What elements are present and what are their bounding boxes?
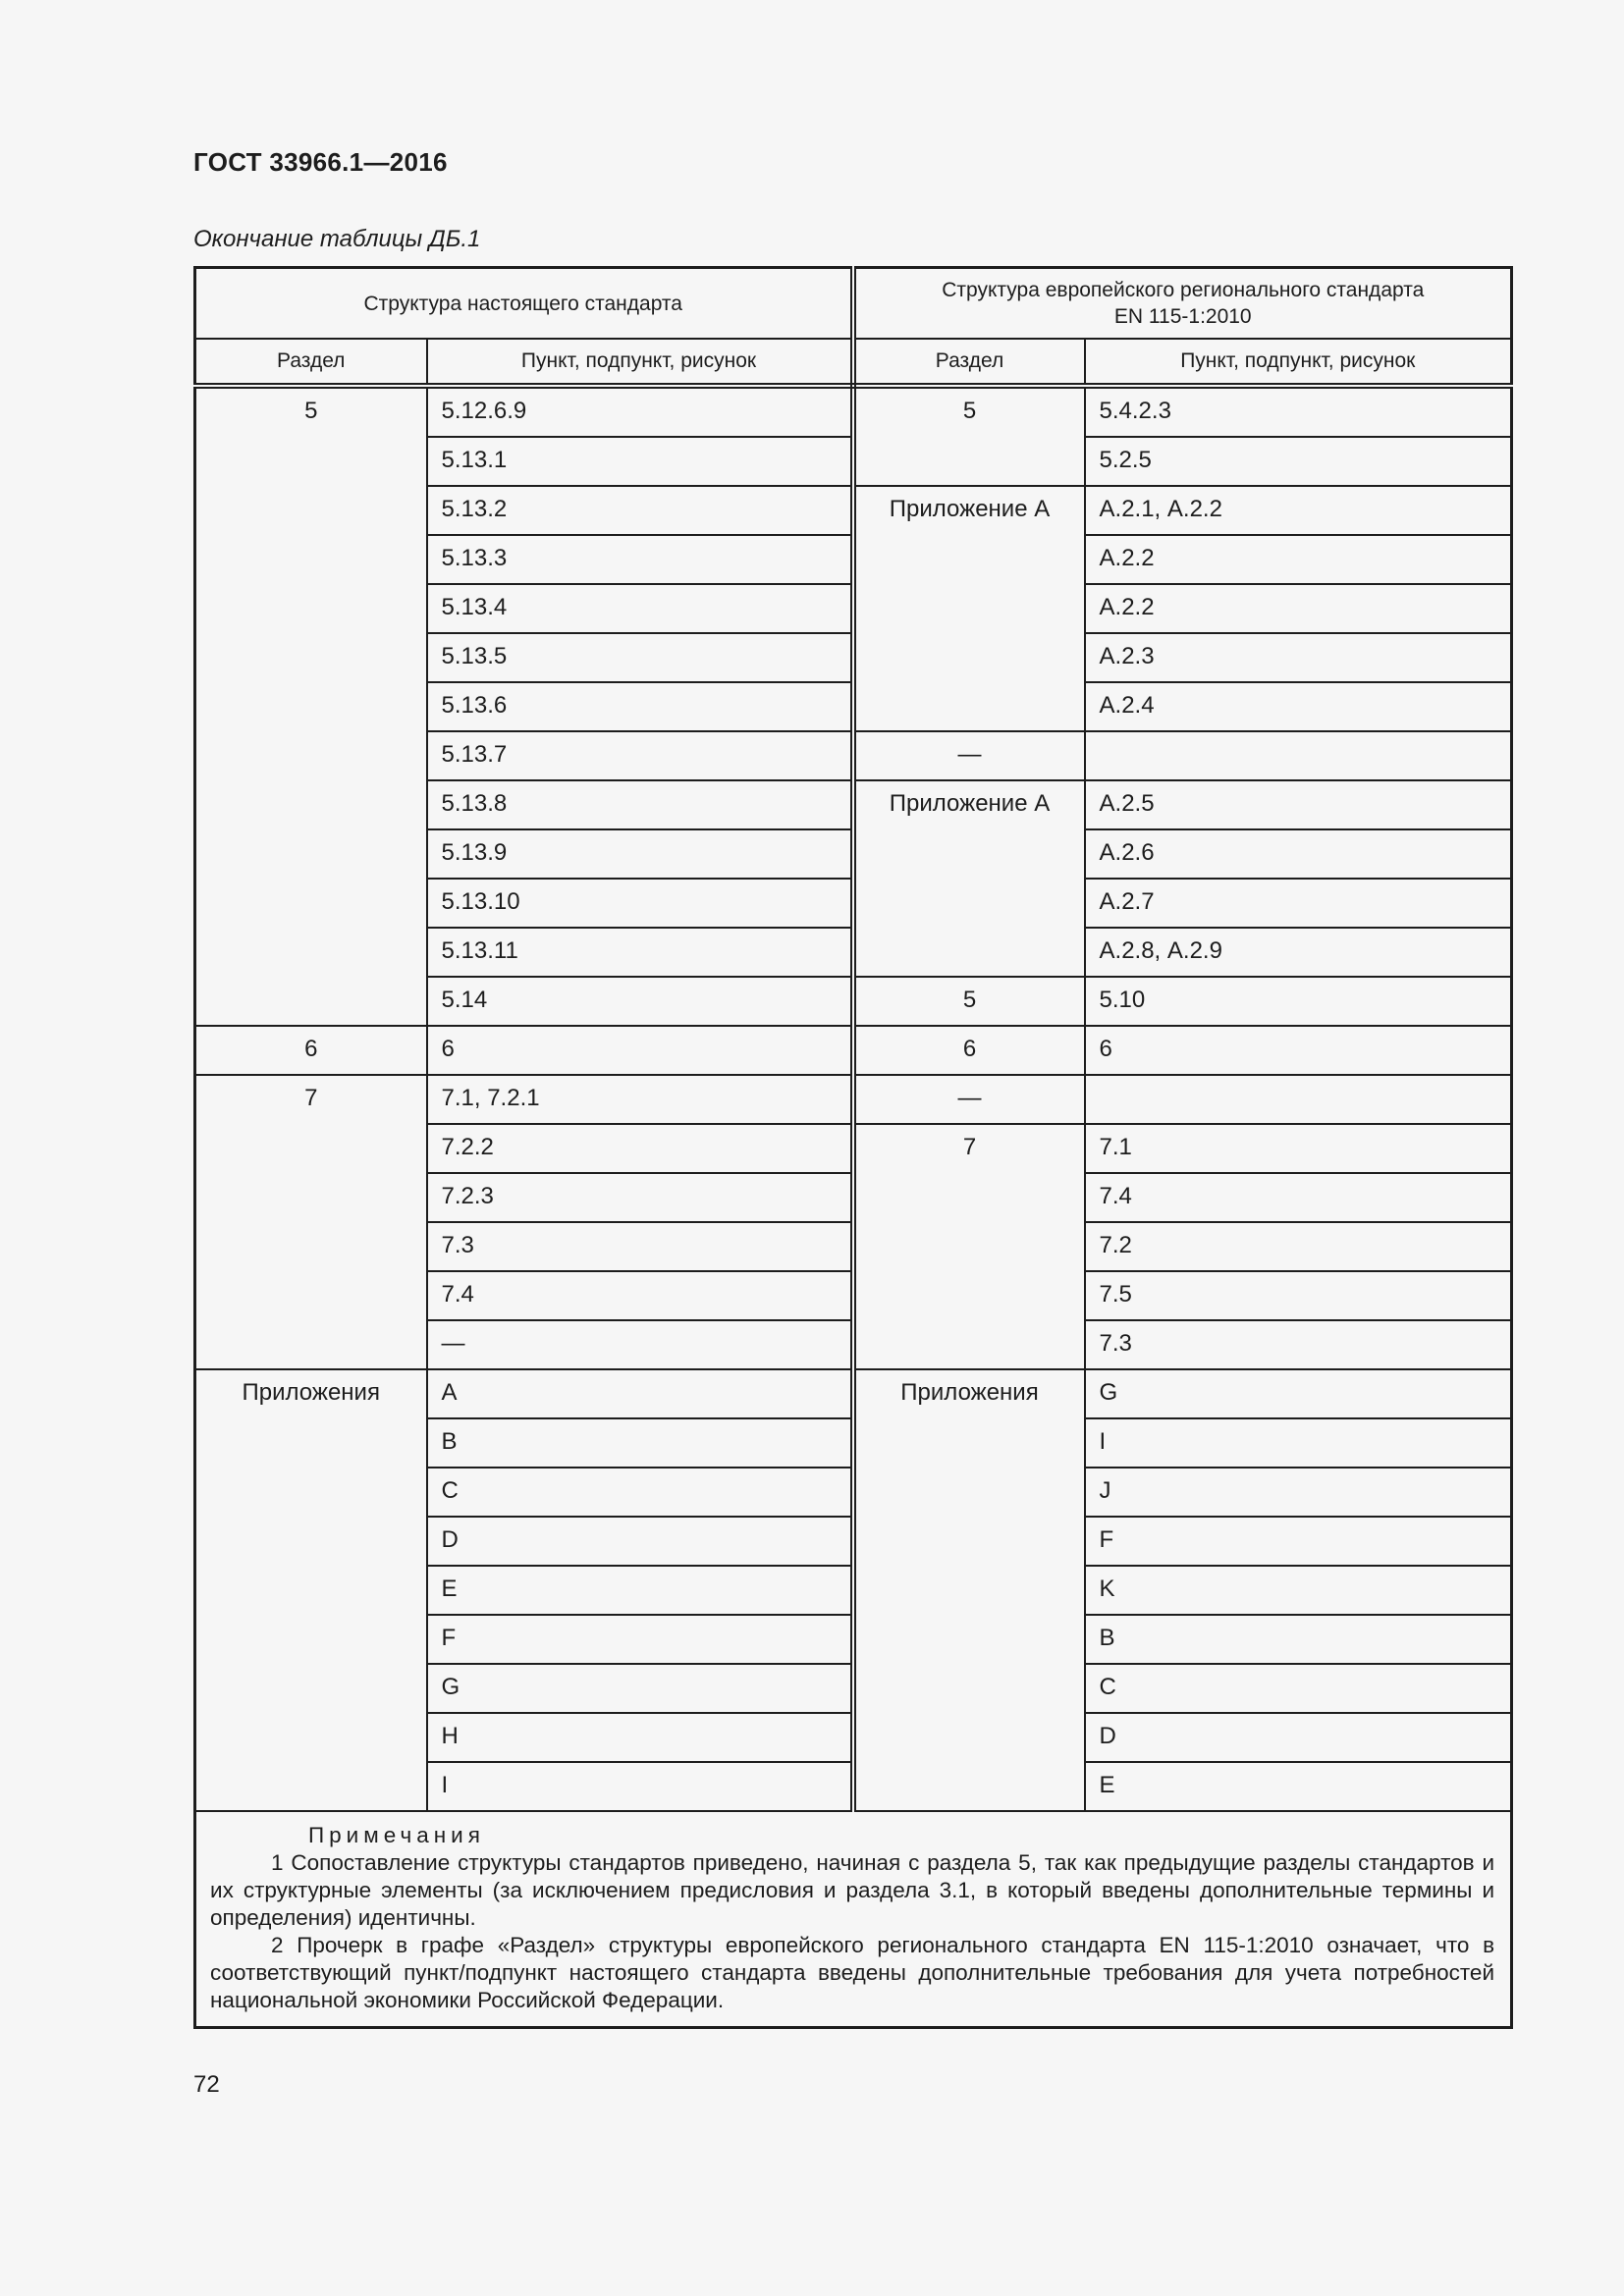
notes-cell xyxy=(195,1811,1512,2028)
left-item-cell: 5.13.9 xyxy=(427,829,853,879)
left-item-cell: E xyxy=(427,1566,853,1615)
left-item-cell: 5.13.8 xyxy=(427,780,853,829)
right-item-cell: А.2.8, А.2.9 xyxy=(1085,928,1512,977)
right-item-cell: 5.4.2.3 xyxy=(1085,386,1512,437)
right-item-cell: E xyxy=(1085,1762,1512,1811)
left-item-cell: 5.13.5 xyxy=(427,633,853,682)
left-item-cell: 5.14 xyxy=(427,977,853,1026)
table-row xyxy=(195,1026,1512,1075)
right-item-cell: А.2.2 xyxy=(1085,584,1512,633)
right-item-cell: А.2.5 xyxy=(1085,780,1512,829)
right-item-cell: C xyxy=(1085,1664,1512,1713)
right-item-cell: 6 xyxy=(1085,1026,1512,1075)
group-header-right-line1: Структура европейского регионального стандарта xyxy=(942,279,1425,301)
right-item-cell: K xyxy=(1085,1566,1512,1615)
right-item-cell: 7.5 xyxy=(1085,1271,1512,1320)
right-item-cell: J xyxy=(1085,1468,1512,1517)
left-item-cell: H xyxy=(427,1713,853,1762)
right-item-cell: I xyxy=(1085,1418,1512,1468)
right-section-cell: 7 xyxy=(853,1124,1085,1369)
right-section-cell: 5 xyxy=(853,386,1085,486)
comparison-table xyxy=(193,266,1513,2029)
left-item-cell: A xyxy=(427,1369,853,1418)
right-item-cell xyxy=(1085,1075,1512,1124)
notes-row xyxy=(195,1811,1512,2028)
left-item-cell: B xyxy=(427,1418,853,1468)
right-item-cell: B xyxy=(1085,1615,1512,1664)
right-item-cell: 5.2.5 xyxy=(1085,437,1512,486)
left-item-cell: 5.13.4 xyxy=(427,584,853,633)
right-section-cell: — xyxy=(853,1075,1085,1124)
left-item-cell: C xyxy=(427,1468,853,1517)
right-item-cell: 7.4 xyxy=(1085,1173,1512,1222)
left-item-cell: D xyxy=(427,1517,853,1566)
table-caption: Окончание таблицы ДБ.1 xyxy=(193,226,481,252)
column-header-section-right: Раздел xyxy=(853,339,1085,386)
left-item-cell: 5.13.6 xyxy=(427,682,853,731)
left-section-cell: Приложения xyxy=(195,1369,427,1811)
right-item-cell xyxy=(1085,731,1512,780)
left-item-cell: I xyxy=(427,1762,853,1811)
right-item-cell: G xyxy=(1085,1369,1512,1418)
right-section-cell: Приложение А xyxy=(853,780,1085,977)
right-item-cell: 7.1 xyxy=(1085,1124,1512,1173)
right-item-cell: D xyxy=(1085,1713,1512,1762)
left-item-cell: 7.1, 7.2.1 xyxy=(427,1075,853,1124)
left-item-cell: 5.12.6.9 xyxy=(427,386,853,437)
left-section-cell: 5 xyxy=(195,386,427,1026)
right-item-cell: 5.10 xyxy=(1085,977,1512,1026)
group-header-left: Структура настоящего стандарта xyxy=(195,268,853,340)
document-code: ГОСТ 33966.1—2016 xyxy=(193,147,448,177)
right-item-cell: 7.2 xyxy=(1085,1222,1512,1271)
left-item-cell: 7.3 xyxy=(427,1222,853,1271)
left-section-cell: 6 xyxy=(195,1026,427,1075)
note-1: 1 Сопоставление структуры стандартов приведено, начиная с раздела 5, так как предыдущие разделы стандартов и их структурные элементы (за исключением предисловия и раздела 3.1, в который введены дополнительные термины и определения) идентичны. xyxy=(210,1850,1495,1930)
column-header-row xyxy=(195,339,1512,386)
group-header-row xyxy=(195,268,1512,340)
left-item-cell: 5.13.10 xyxy=(427,879,853,928)
right-item-cell: А.2.3 xyxy=(1085,633,1512,682)
group-header-right xyxy=(853,268,1512,340)
left-item-cell: G xyxy=(427,1664,853,1713)
right-section-cell: Приложения xyxy=(853,1369,1085,1811)
left-item-cell: — xyxy=(427,1320,853,1369)
column-header-item-right: Пункт, подпункт, рисунок xyxy=(1085,339,1512,386)
left-item-cell: 6 xyxy=(427,1026,853,1075)
left-item-cell: 7.2.2 xyxy=(427,1124,853,1173)
left-section-cell: 7 xyxy=(195,1075,427,1369)
left-item-cell: 5.13.2 xyxy=(427,486,853,535)
page-number: 72 xyxy=(193,2071,220,2098)
table-row xyxy=(195,1075,1512,1124)
right-section-cell: 5 xyxy=(853,977,1085,1026)
left-item-cell: 7.2.3 xyxy=(427,1173,853,1222)
notes-title: Примечания xyxy=(308,1823,485,1847)
column-header-item-left: Пункт, подпункт, рисунок xyxy=(427,339,853,386)
left-item-cell: 5.13.7 xyxy=(427,731,853,780)
table-row xyxy=(195,1369,1512,1418)
right-item-cell: F xyxy=(1085,1517,1512,1566)
note-2: 2 Прочерк в графе «Раздел» структуры европейского регионального стандарта EN 115-1:2010 означает, что в соответствующий пункт/подпункт настоящего стандарта введены дополнительные требования для учета потребностей национальной экономики Российской Федерации. xyxy=(210,1933,1495,2012)
right-item-cell: 7.3 xyxy=(1085,1320,1512,1369)
right-section-cell: 6 xyxy=(853,1026,1085,1075)
right-item-cell: А.2.6 xyxy=(1085,829,1512,879)
left-item-cell: 5.13.3 xyxy=(427,535,853,584)
column-header-section-left: Раздел xyxy=(195,339,427,386)
right-item-cell: А.2.4 xyxy=(1085,682,1512,731)
table-row xyxy=(195,386,1512,437)
group-header-right-line2: EN 115-1:2010 xyxy=(1113,305,1252,328)
right-item-cell: А.2.7 xyxy=(1085,879,1512,928)
right-item-cell: А.2.2 xyxy=(1085,535,1512,584)
left-item-cell: F xyxy=(427,1615,853,1664)
right-section-cell: Приложение А xyxy=(853,486,1085,731)
left-item-cell: 5.13.11 xyxy=(427,928,853,977)
right-item-cell: А.2.1, А.2.2 xyxy=(1085,486,1512,535)
left-item-cell: 5.13.1 xyxy=(427,437,853,486)
left-item-cell: 7.4 xyxy=(427,1271,853,1320)
right-section-cell: — xyxy=(853,731,1085,780)
